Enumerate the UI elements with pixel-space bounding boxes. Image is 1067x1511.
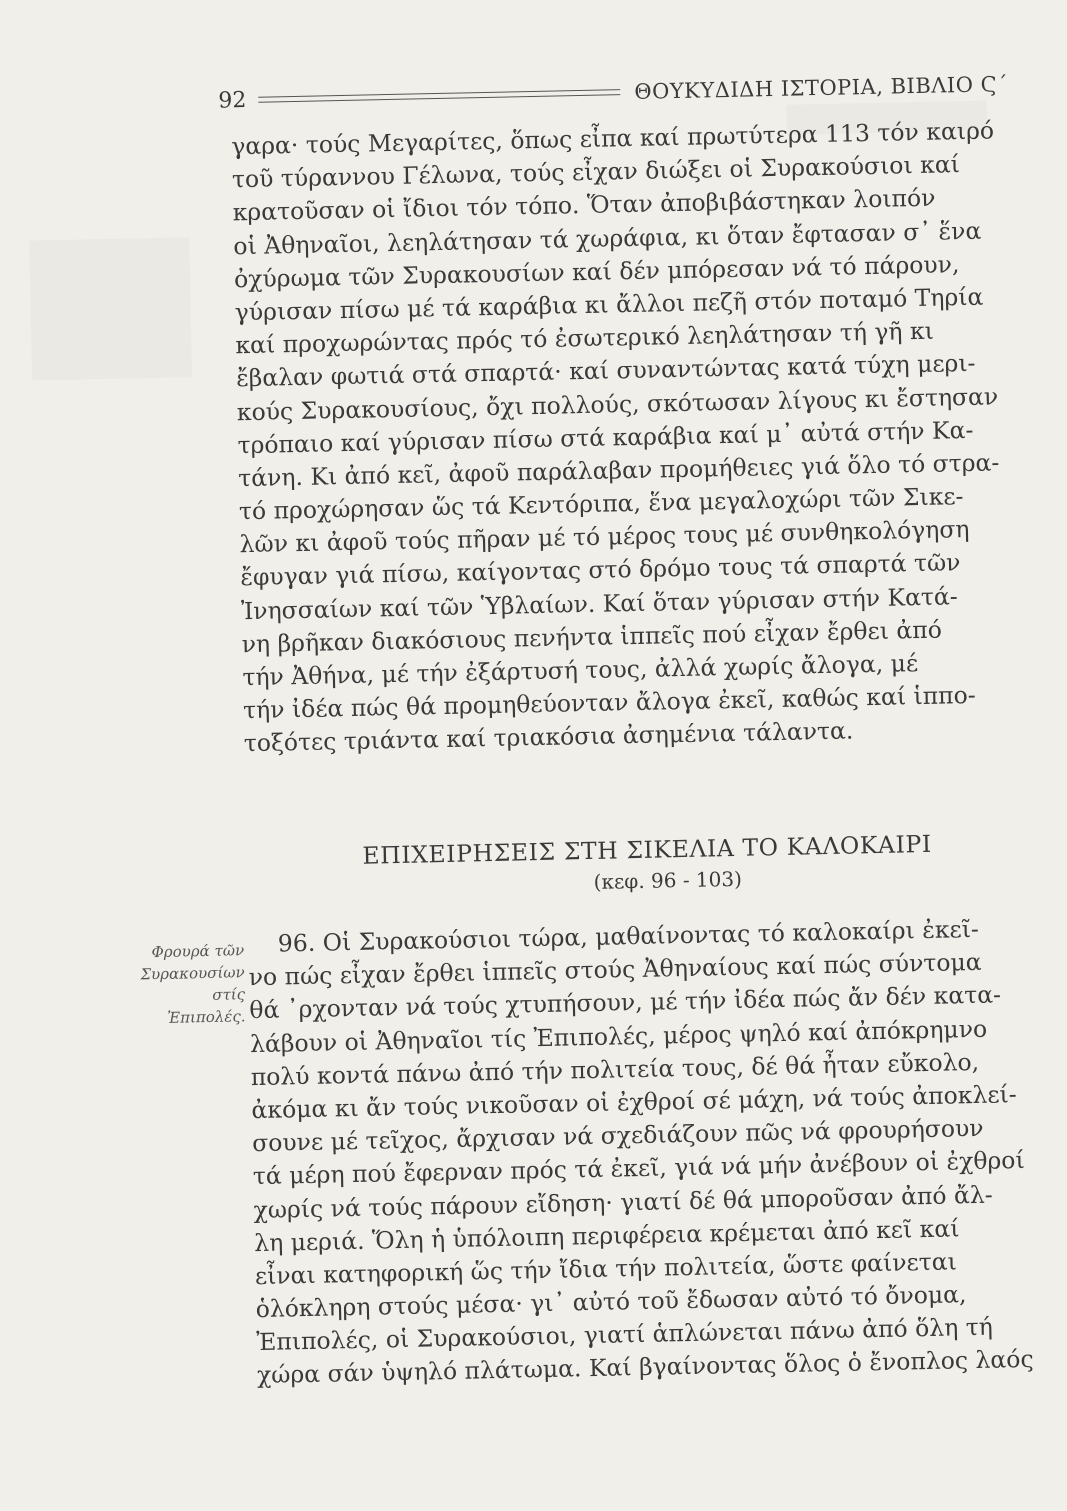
bleed-through-shadow: [29, 237, 192, 380]
text-line: τό προχώρησαν ὥς τά Κεντόριπα, ἕνα μεγαλοχώρι τῶν Σικε-: [238, 482, 964, 526]
margin-note-line: Συρακουσίων: [140, 963, 245, 984]
text-line: τήν Ἀθήνα, μέ τήν ἐξάρτυσή τους, ἀλλά χωρίς ἄλογα, μέ: [242, 649, 919, 692]
margin-note-line: στίς: [212, 985, 246, 1004]
text-line: λη μεριά. Ὅλη ἡ ὑπόλοιπη περιφέρεια κρέμεται ἀπό κεῖ καί: [253, 1214, 960, 1257]
paragraph-96: [248, 912, 1038, 1393]
text-line: τήν ἰδέα πώς θά προμηθεύονταν ἄλογα ἐκεῖ, καθώς καί ἱππο-: [242, 681, 976, 725]
text-line: καί προχωρώντας πρός τό ἐσωτερικό λεηλάτησαν τή γῆ κι: [235, 316, 935, 360]
section-heading: [302, 827, 993, 903]
text-line: τά μέρη πού ἔφερναν πρός τά ἐκεῖ, γιά νά μήν ἀνέβουν οἱ ἐχθροί: [252, 1146, 1025, 1191]
text-line: ὁλόκληρη στούς μέσα· γι᾽ αὐτό τοῦ ἔδωσαν αὐτό τό ὄνομα,: [255, 1280, 967, 1324]
text-line: ἔβαλαν φωτιά στά σπαρτά· καί συναντώντας κατά τύχη μερι-: [235, 349, 976, 393]
text-line: 96. Οἱ Συρακούσιοι τώρα, μαθαίνοντας τό καλοκαίρι ἐκεῖ-: [247, 914, 980, 959]
margin-note-line: Φρουρά τῶν: [151, 941, 245, 962]
text-line: Ἰνησσαίων καί τῶν Ὑβλαίων. Καί ὅταν γύρισαν στήν Κατά-: [240, 581, 958, 625]
text-line: χώρα σάν ὑψηλό πλάτωμα. Καί βγαίνοντας ὅλος ὁ ἔνοπλος λαός: [256, 1345, 1034, 1390]
text-line: σουνε μέ τεῖχος, ἄρχισαν νά σχεδιάζουν πῶς νά φρουρήσουν: [251, 1113, 984, 1158]
margin-note: [134, 939, 246, 1029]
text-line: πολύ κοντά πάνω ἀπό τήν πολιτεία τους, δέ θά ἦταν εὔκολο,: [250, 1047, 980, 1091]
section-title: ΕΠΙΧΕΙΡΗΣΕΙΣ ΣΤΗ ΣΙΚΕΛΙΑ ΤΟ ΚΑΛΟΚΑΙΡΙ: [362, 829, 933, 870]
text-line: ἔφυγαν γιά πίσω, καίγοντας στό δρόμο τους τά σπαρτά τῶν: [240, 548, 961, 592]
text-line: χωρίς νά τούς πάρουν εἴδηση· γιατί δέ θά μποροῦσαν ἀπό ἄλ-: [253, 1180, 993, 1224]
text-line: τρόπαιο καί γύρισαν πίσω στά καράβια καί μ᾽ αὐτά στήν Κα-: [237, 415, 974, 459]
text-line: ἀκόμα κι ἄν τούς νικοῦσαν οἱ ἐχθροί σέ μάχη, νά τούς ἀποκλεί-: [251, 1080, 1017, 1125]
text-line: γαρα· τούς Μεγαρίτες, ὅπως εἶπα καί πρωτύτερα 113 τόν καιρό: [230, 116, 995, 161]
text-line: λῶν κι ἀφοῦ τούς πῆραν μέ τό μέρος τους μέ συνθηκολόγηση: [239, 515, 970, 559]
text-line: οἱ Ἀθηναῖοι, λεηλάτησαν τά χωράφια, κι ὅταν ἔφτασαν σ᾽ ἕνα: [233, 216, 982, 260]
running-title: ΘΟΥΚΥΔΙΔΗ ΙΣΤΟΡΙΑ, ΒΙΒΛΙΟ Ϛ΄: [634, 72, 1009, 104]
text-line: τοῦ τύραννου Γέλωνα, τούς εἶχαν διώξει οἱ Συρακούσιοι καί: [231, 150, 961, 194]
text-line: νη βρῆκαν διακόσιους πενήντα ἱππεῖς πού εἶχαν ἔρθει ἀπό: [241, 615, 943, 659]
text-line: κούς Συρακουσίους, ὄχι πολλούς, σκότωσαν λίγους κι ἔστησαν: [236, 381, 999, 426]
text-line: τάνη. Κι ἀπό κεῖ, ἀφοῦ παράλαβαν προμήθειες γιά ὅλο τό στρα-: [237, 448, 1000, 493]
text-line: κρατοῦσαν οἱ ἴδιοι τόν τόπο. Ὅταν ἀποβιβάστηκαν λοιπόν: [232, 183, 936, 227]
page-number: 92: [218, 87, 247, 114]
text-line: ὀχύρωμα τῶν Συρακουσίων καί δέν μπόρεσαν νά τό πάρουν,: [233, 249, 960, 294]
text-line: Ἐπιπολές, οἱ Συρακούσιοι, γιατί ἁπλώνεται πάνω ἀπό ὅλη τή: [256, 1312, 994, 1357]
text-line: λάβουν οἱ Ἀθηναῖοι τίς Ἐπιπολές, μέρος ψηλό καί ἀπόκρημνο: [249, 1014, 988, 1058]
paragraph-continued: [231, 114, 1024, 761]
margin-note-line: Ἐπιπολές.: [167, 1007, 246, 1027]
text-line: εἶναι κατηφορική ὥς τήν ἴδια τήν πολιτεία, ὥστε φαίνεται: [254, 1247, 958, 1290]
text-line: θά ᾽ρχονταν νά τούς χτυπήσουν, μέ τήν ἰδέα πώς ἄν δέν κατα-: [249, 980, 1002, 1025]
text-line: γύρισαν πίσω μέ τά καράβια κι ἄλλοι πεζῆ στόν ποταμό Τηρία: [234, 282, 984, 327]
text-line: τοξότες τριάντα καί τριακόσια ἀσημένια τάλαντα.: [243, 716, 854, 758]
header-rule: [258, 89, 620, 103]
text-line: νο πώς εἶχαν ἔρθει ἱππεῖς στούς Ἀθηναίους καί πώς σύντομα: [248, 947, 982, 992]
chapter-range: (κεφ. 96 - 103): [593, 866, 743, 894]
